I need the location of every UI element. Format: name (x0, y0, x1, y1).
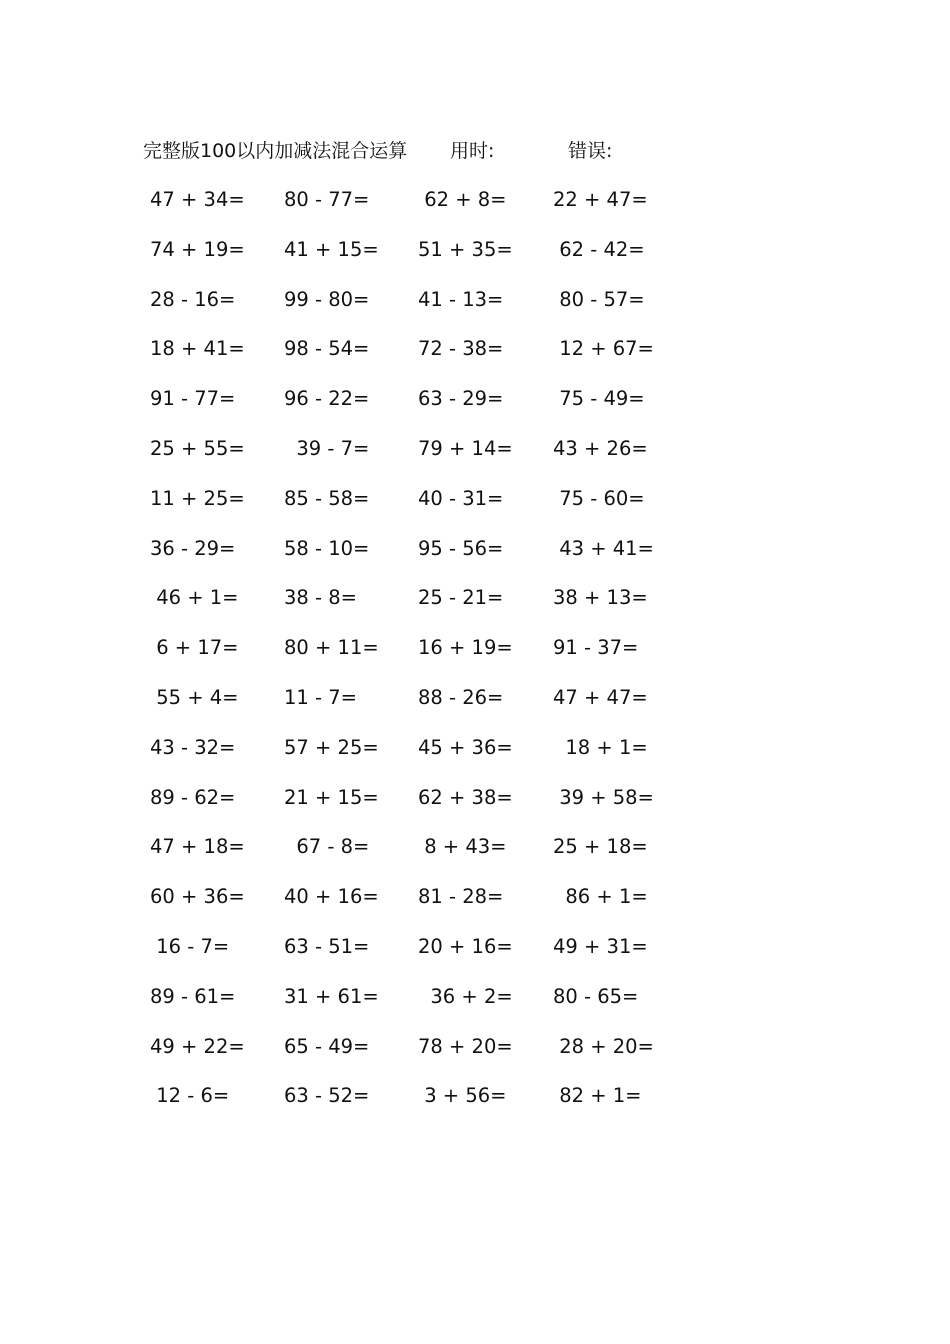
problem-row (140, 982, 700, 1032)
math-problem: 25 + 55= (150, 436, 245, 460)
math-problem: 28 + 20= (553, 1034, 654, 1058)
math-problem: 39 - 7= (284, 436, 370, 460)
worksheet-title: 完整版100以内加减法混合运算 (143, 140, 408, 162)
time-label: 用时: (450, 140, 495, 162)
math-problem: 22 + 47= (553, 188, 648, 211)
math-problem: 47 + 34= (150, 188, 245, 211)
math-problem: 91 - 37= (553, 636, 639, 660)
math-problem: 95 - 56= (418, 536, 504, 560)
math-problem: 12 + 67= (553, 337, 654, 361)
math-problem: 39 + 58= (553, 785, 654, 809)
math-problem: 21 + 15= (284, 785, 379, 809)
problem-grid (140, 185, 700, 1131)
math-problem: 91 - 77= (150, 387, 236, 411)
math-problem: 99 - 80= (284, 287, 370, 311)
math-problem: 43 + 26= (553, 436, 648, 460)
math-problem: 75 - 60= (553, 486, 645, 510)
problem-row (140, 434, 700, 484)
math-problem: 80 - 57= (553, 287, 645, 311)
math-problem: 46 + 1= (150, 586, 239, 610)
problem-row (140, 285, 700, 335)
math-problem: 16 + 19= (418, 636, 513, 660)
math-problem: 98 - 54= (284, 337, 370, 361)
math-problem: 40 + 16= (284, 885, 379, 909)
math-problem: 89 - 62= (150, 785, 236, 809)
math-problem: 41 - 13= (418, 287, 504, 311)
math-problem: 6 + 17= (150, 636, 239, 660)
math-problem: 55 + 4= (150, 685, 239, 709)
math-problem: 60 + 36= (150, 885, 245, 909)
math-problem: 36 - 29= (150, 536, 236, 560)
problem-row (140, 583, 700, 633)
math-problem: 75 - 49= (553, 387, 645, 411)
math-problem: 47 + 47= (553, 685, 648, 709)
problem-row (140, 783, 700, 833)
math-problem: 88 - 26= (418, 685, 504, 709)
math-problem: 81 - 28= (418, 885, 504, 909)
math-problem: 72 - 38= (418, 337, 504, 361)
math-problem: 31 + 61= (284, 984, 379, 1008)
math-problem: 80 - 65= (553, 984, 639, 1008)
math-problem: 63 - 29= (418, 387, 504, 411)
math-problem: 47 + 18= (150, 835, 245, 859)
math-problem: 82 + 1= (553, 1084, 642, 1108)
math-problem: 11 + 25= (150, 486, 245, 510)
math-problem: 58 - 10= (284, 536, 370, 560)
math-problem: 38 - 8= (284, 586, 357, 610)
math-problem: 80 + 11= (284, 636, 379, 660)
problem-row (140, 832, 700, 882)
math-problem: 78 + 20= (418, 1034, 513, 1058)
problem-row (140, 882, 700, 932)
math-problem: 43 - 32= (150, 735, 236, 759)
math-problem: 18 + 41= (150, 337, 245, 361)
math-problem: 45 + 36= (418, 735, 513, 759)
problem-row (140, 334, 700, 384)
math-problem: 36 + 2= (418, 984, 513, 1008)
math-problem: 28 - 16= (150, 287, 236, 311)
math-problem: 3 + 56= (418, 1084, 507, 1108)
math-problem: 25 + 18= (553, 835, 648, 859)
problem-row (140, 185, 700, 235)
math-problem: 80 - 77= (284, 188, 370, 211)
errors-label: 错误: (568, 140, 613, 162)
math-problem: 67 - 8= (284, 835, 370, 859)
problem-row (140, 733, 700, 783)
math-problem: 40 - 31= (418, 486, 504, 510)
math-problem: 11 - 7= (284, 685, 357, 709)
math-problem: 43 + 41= (553, 536, 654, 560)
math-problem: 89 - 61= (150, 984, 236, 1008)
math-problem: 18 + 1= (553, 735, 648, 759)
math-problem: 63 - 52= (284, 1084, 370, 1108)
math-problem: 96 - 22= (284, 387, 370, 411)
problem-row (140, 534, 700, 584)
math-problem: 74 + 19= (150, 237, 245, 261)
problem-row (140, 235, 700, 285)
problem-row (140, 1081, 700, 1131)
math-problem: 51 + 35= (418, 237, 513, 261)
math-problem: 25 - 21= (418, 586, 504, 610)
math-problem: 63 - 51= (284, 934, 370, 958)
problem-row (140, 932, 700, 982)
math-problem: 16 - 7= (150, 934, 230, 958)
math-problem: 79 + 14= (418, 436, 513, 460)
math-problem: 65 - 49= (284, 1034, 370, 1058)
problem-row (140, 1032, 700, 1082)
math-problem: 20 + 16= (418, 934, 513, 958)
problem-row (140, 683, 700, 733)
math-problem: 57 + 25= (284, 735, 379, 759)
math-problem: 12 - 6= (150, 1084, 230, 1108)
problem-row (140, 484, 700, 534)
math-problem: 85 - 58= (284, 486, 370, 510)
math-problem: 49 + 31= (553, 934, 648, 958)
math-problem: 49 + 22= (150, 1034, 245, 1058)
math-problem: 8 + 43= (418, 835, 507, 859)
math-problem: 86 + 1= (553, 885, 648, 909)
problem-row (140, 633, 700, 683)
math-problem: 41 + 15= (284, 237, 379, 261)
math-problem: 38 + 13= (553, 586, 648, 610)
math-problem: 62 + 8= (418, 188, 507, 211)
math-problem: 62 - 42= (553, 237, 645, 261)
problem-row (140, 384, 700, 434)
math-problem: 62 + 38= (418, 785, 513, 809)
